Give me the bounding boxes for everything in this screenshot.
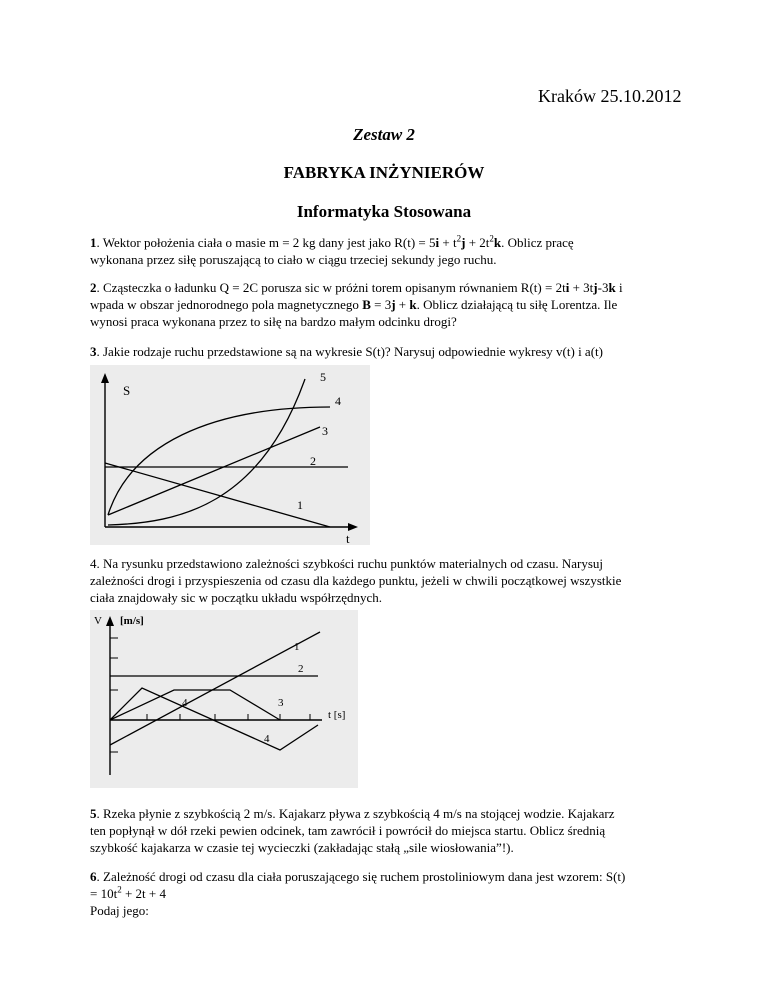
y-axis-label: S — [123, 383, 131, 398]
s-t-chart — [90, 365, 370, 545]
page-title: FABRYKA INŻYNIERÓW — [283, 163, 485, 182]
chart-background — [90, 365, 370, 545]
series-1-label: 1 — [297, 498, 303, 512]
series-4-label: 4 — [335, 394, 341, 408]
series-2-label: 2 — [310, 454, 316, 468]
date-line: Kraków 25.10.2012 — [538, 86, 682, 106]
series-1-label: 1 — [294, 641, 300, 653]
series-3-label: 3 — [278, 697, 284, 709]
problem-number: 2 — [90, 280, 97, 295]
series-2-label: 2 — [298, 663, 304, 675]
problem-6: 6. Zależność drogi od czasu dla ciała poruszającego się ruchem prostoliniowym dana jest wzorem: S(t) = $10t^2 + 2t + 4$ Podaj jego: — [90, 869, 626, 918]
problem-number: 6 — [90, 869, 97, 884]
problem-1: 1. Wektor położenia ciała o masie m = 2 kg dany jest jako $R(t) = 5i + t^2j + 2t^2k$. Oblicz pracę wykonana przez siłę poruszającą to ciało w ciągu trzeciej sekundy jego ruchu. — [90, 233, 574, 267]
problem-5: 5. Rzeka płynie z szybkością 2 m/s. Kajakarz pływa z szybkością 4 m/s na stojącej wodzie. Kajakarz ten popłynął w dół rzeki pewien odcinek, tam zawrócił i powrócił do miejsca startu. Oblicz średnią szybkość kajakarza w czasie tej wycieczki (zakładając stałą „sile wiosłowania”!). — [90, 806, 615, 855]
problem-4: 4. Na rysunku przedstawiono zależności szybkości ruchu punktów materialnych od czasu. Narysuj zależności drogi i przyspieszenia od czasu dla każdego punktu, jeżeli w chwili początkowej wszystkie ciała znajdowały sic w początku układu współrzędnych. — [90, 556, 622, 605]
problem-number: 5 — [90, 806, 97, 821]
page-subtitle: Informatyka Stosowana — [296, 202, 472, 221]
problem-number: 1 — [90, 235, 97, 250]
series-3-label: 3 — [322, 424, 328, 438]
x-axis-label: t [s] — [328, 709, 346, 721]
problem-3: 3. Jakie rodzaje ruchu przedstawione są na wykresie S(t)? Narysuj odpowiednie wykresy v(t) i a(t) — [90, 344, 603, 359]
problem-2: 2. Cząsteczka o ładunku Q = 2C porusza sic w próżni torem opisanym równaniem R(t) = 2ti + 3tj-3k i wpada w obszar jednorodnego pola magnetycznego B = 3j + k. Oblicz działającą tu siłę Lorentza. Ile wynosi praca wykonana przez to siłę na bardzo małym odcinku drogi? — [90, 280, 623, 329]
set-title: Zestaw 2 — [353, 125, 415, 144]
v-t-chart — [90, 610, 358, 788]
series-4-label: 4 — [182, 697, 188, 709]
series-5-label: 5 — [320, 370, 326, 384]
y-axis-label: V — [94, 615, 102, 627]
problem-number: 3 — [90, 344, 97, 359]
y-axis-unit: [m/s] — [120, 615, 144, 627]
x-axis-label: t — [346, 531, 350, 545]
series-4-label-lower: 4 — [264, 733, 270, 745]
